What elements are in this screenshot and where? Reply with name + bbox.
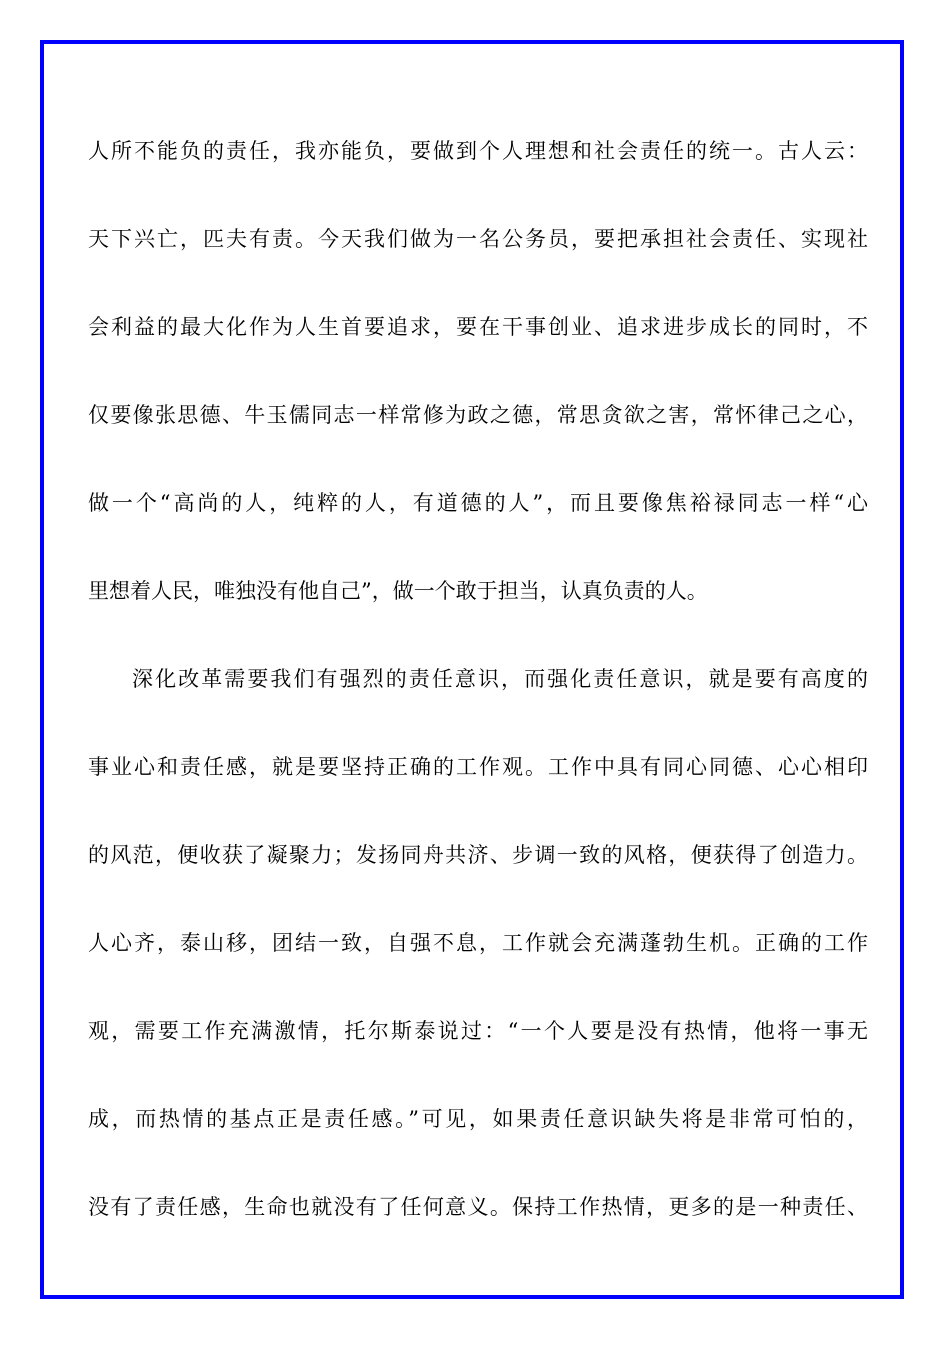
body-text-line-13: 没有了责任感，生命也就没有了任何意义。保持工作热情，更多的是一种责任、 <box>88 1195 868 1219</box>
body-text-line-10: 人心齐，泰山移，团结一致，自强不息，工作就会充满蓬勃生机。正确的工作 <box>88 931 868 955</box>
body-text-line-3: 会利益的最大化作为人生首要追求，要在干事创业、追求进步成长的同时，不 <box>88 315 868 339</box>
body-text-line-4: 仅要像张思德、牛玉儒同志一样常修为政之德，常思贪欲之害，常怀律己之心， <box>88 403 868 427</box>
body-text-line-11: 观，需要工作充满激情，托尔斯泰说过：“一个人要是没有热情，他将一事无 <box>88 1019 868 1043</box>
body-text-line-12: 成，而热情的基点正是责任感。”可见，如果责任意识缺失将是非常可怕的， <box>88 1107 868 1131</box>
body-text-line-6: 里想着人民，唯独没有他自己”，做一个敢于担当，认真负责的人。 <box>88 579 708 603</box>
body-text-line-5: 做一个“高尚的人，纯粹的人，有道德的人”，而且要像焦裕禄同志一样“心 <box>88 491 868 515</box>
body-text-line-2: 天下兴亡，匹夫有责。今天我们做为一名公务员，要把承担社会责任、实现社 <box>88 227 868 251</box>
body-text-line-7-paragraph-start: 深化改革需要我们有强烈的责任意识，而强化责任意识，就是要有高度的 <box>132 667 868 691</box>
body-text-line-8: 事业心和责任感，就是要坚持正确的工作观。工作中具有同心同德、心心相印 <box>88 755 868 779</box>
body-text-line-9: 的风范，便收获了凝聚力；发扬同舟共济、步调一致的风格，便获得了创造力。 <box>88 843 868 867</box>
body-text-line-1: 人所不能负的责任，我亦能负，要做到个人理想和社会责任的统一。古人云： <box>88 139 868 163</box>
